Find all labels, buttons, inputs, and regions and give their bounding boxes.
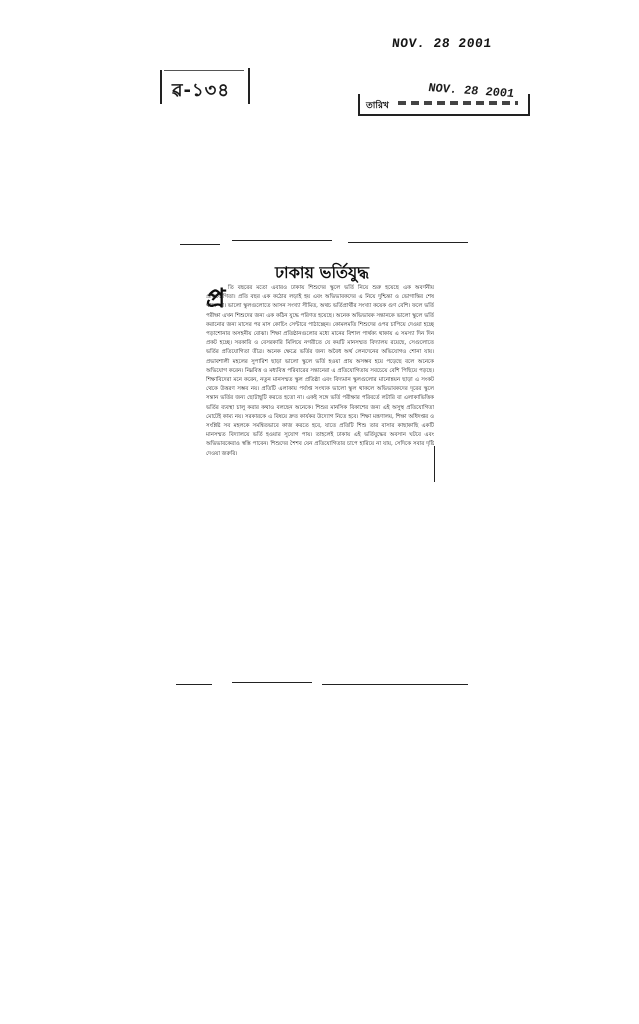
date-stamp-top: NOV. 28 2001 [391,36,493,51]
bottom-rule-mid [232,682,312,683]
top-rule-mid [232,240,332,241]
date-field-box [358,81,528,118]
date-stamp-field: NOV. 28 2001 [427,81,516,101]
top-rule-right [348,242,468,243]
date-dotted-line [398,101,518,105]
newspaper-clipping [172,236,472,694]
article-body [206,284,434,678]
article-headline: ঢাকায় ভর্তিযুদ্ধ [275,263,369,282]
date-label: তারিখ [366,101,389,111]
drop-cap: প্র [206,284,226,314]
column-rule [434,446,435,482]
top-rule-left [180,244,220,245]
bottom-rule-right [322,684,468,685]
reference-code-box [160,66,252,106]
article-body-text: তি বছরের মতো এবারও ঢাকায় শিশুদের স্কুলে ভর্তি নিয়ে শুরু হয়েছে এক অবর্ণনীয় প্রতিযোগিতা। প্রতি বছর এক কঠোর লড়াই হয় এবং অভিভাবকদের এ নিয়ে দুশ্চিন্তা ও ভোগান্তির শেষ থাকে না। ভালো স্কুলগুলোতে আসন সংখ্যা সীমিত, অথচ ভর্তিপ্রার্থীর সংখ্যা কয়েক গুণ বেশি। ফলে ভর্তি পরীক্ষা এখন শিশুদের জন্য এক কঠিন যুদ্ধে পরিণত হয়েছে। অনেক অভিভাবক সন্তানকে ভালো স্কুলে ভর্তি করানোর জন্য মাসের পর মাস কোচিং সেন্টারে পাঠাচ্ছেন। কোমলমতি শিশুদের ওপর চাপিয়ে দেওয়া হচ্ছে পড়াশোনার অসহনীয় বোঝা। শিক্ষা প্রতিষ্ঠানগুলোর মধ্যে মানের বিশাল পার্থক্য থাকায় এ সমস্যা দিন দিন প্রকট হচ্ছে। সরকারি ও বেসরকারি মিলিয়ে নগরীতে যে কয়টি মানসম্মত বিদ্যালয় রয়েছে, সেগুলোতে ভর্তির প্রতিযোগিতা তীব্র। অনেক ক্ষেত্রে ভর্তির জন্য অবৈধ অর্থ লেনদেনের অভিযোগও শোনা যায়। প্রভাবশালী মহলের সুপারিশ ছাড়া ভালো স্কুলে ভর্তি হওয়া প্রায় অসম্ভব হয়ে পড়েছে বলে অনেকে অভিযোগ করেন। নিম্নবিত্ত ও মধ্যবিত্ত পরিবারের সন্তানেরা এ প্রতিযোগিতায় সবচেয়ে বেশি পিছিয়ে পড়ছে। শিক্ষাবিদেরা মনে করেন, নতুন মানসম্মত স্কুল প্রতিষ্ঠা এবং বিদ্যমান স্কুলগুলোর মানোন্নয়ন ছাড়া এ সংকট থেকে উত্তরণ সম্ভব নয়। প্রতিটি এলাকায় পর্যাপ্ত সংখ্যক ভালো স্কুল থাকলে অভিভাবকদের দূরের স্কুলে সন্তান ভর্তির জন্য ছোটাছুটি করতে হতো না। একই সঙ্গে ভর্তি পরীক্ষার পরিবর্তে লটারি বা এলাকাভিত্তিক ভর্তির ব্যবস্থা চালু করার কথাও বলছেন অনেকে। শিশুর মানসিক বিকাশের জন্য এই অসুস্থ প্রতিযোগিতা মোটেই কাম্য নয়। সরকারকে এ বিষয়ে দ্রুত কার্যকর উদ্যোগ নিতে হবে। শিক্ষা মন্ত্রণালয়, শিক্ষা অধিদপ্তর ও সংশ্লিষ্ট সব মহলকে সমন্বিতভাবে কাজ করতে হবে, যাতে প্রতিটি শিশু তার বাসার কাছাকাছি একটি মানসম্মত বিদ্যালয়ে ভর্তি হওয়ার সুযোগ পায়। তাহলেই ঢাকায় এই ভর্তিযুদ্ধের অবসান ঘটবে এবং অভিভাবকেরাও স্বস্তি পাবেন। শিশুদের শৈশব যেন প্রতিযোগিতার চাপে হারিয়ে না যায়, সেদিকে সবার দৃষ্টি দেওয়া জরুরি। [206,285,434,457]
reference-code: ৱ-১৩৪ [172,80,231,101]
bottom-rule-left [176,684,212,685]
